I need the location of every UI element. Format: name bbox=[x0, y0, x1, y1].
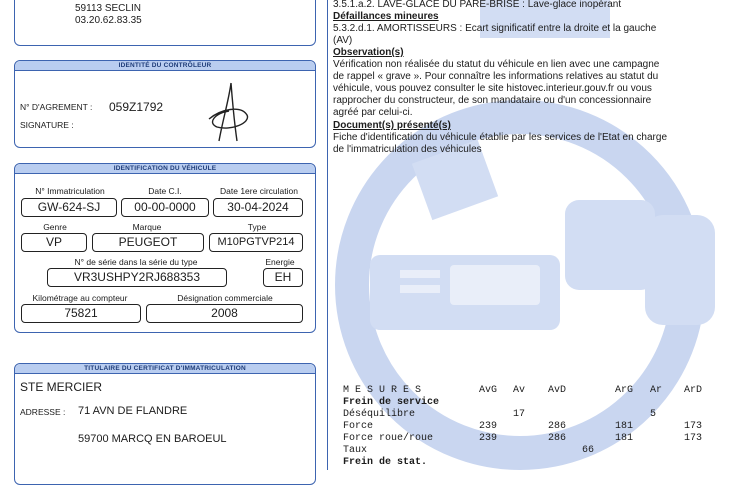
titulaire-header: TITULAIRE DU CERTIFICAT D'IMMATRICULATION bbox=[15, 364, 315, 374]
defect-line-2: 5.3.2.d.1. AMORTISSEURS : Ecart significatif entre la droite et la gauche bbox=[333, 23, 657, 34]
controleur-box bbox=[14, 60, 316, 148]
immat-field: GW-624-SJ bbox=[21, 198, 117, 217]
center-info-box bbox=[14, 0, 316, 46]
commerciale-field: 2008 bbox=[146, 304, 303, 323]
vehicule-box bbox=[14, 163, 316, 333]
right-panel-border bbox=[327, 0, 328, 470]
marque-label: Marque bbox=[132, 222, 162, 232]
row-force-rr-arg: 181 bbox=[615, 433, 634, 444]
col-avg: AvG bbox=[479, 385, 498, 396]
genre-field: VP bbox=[21, 233, 87, 252]
date-circ-label: Date 1ere circulation bbox=[220, 186, 298, 196]
row-force-label: Force bbox=[343, 421, 374, 432]
col-avd: AvD bbox=[548, 385, 567, 396]
row-force-rr-avg: 239 bbox=[479, 433, 498, 444]
km-label: Kilométrage au compteur bbox=[32, 293, 128, 303]
agrement-label: N° D'AGREMENT : bbox=[20, 102, 93, 112]
type-field: M10PGTVP214 bbox=[209, 233, 303, 252]
frein-stat-label: Frein de stat. bbox=[343, 457, 428, 468]
energie-field: EH bbox=[263, 268, 303, 287]
obs-line-2: de rappel « grave ». Pour connaître les informations relatives au statut du bbox=[333, 71, 659, 82]
adresse-label: ADRESSE : bbox=[20, 407, 66, 417]
row-taux-avd: 66 bbox=[582, 445, 595, 456]
row-force-rr-label: Force roue/roue bbox=[343, 433, 434, 444]
vehicule-header: IDENTIFICATION DU VÉHICULE bbox=[15, 164, 315, 174]
controleur-header: IDENTITÉ DU CONTRÔLEUR bbox=[15, 61, 315, 71]
row-force-avd: 286 bbox=[548, 421, 567, 432]
center-phone: 03.20.62.83.35 bbox=[75, 15, 142, 26]
adresse-line1: 71 AVN DE FLANDRE bbox=[78, 405, 188, 417]
obs-line-1: Vérification non réalisée du statut du véhicule en lien avec une campagne bbox=[333, 59, 660, 70]
energie-label: Energie bbox=[265, 257, 295, 267]
titulaire-name: STE MERCIER bbox=[20, 380, 103, 394]
row-desequilibre-ar: 5 bbox=[650, 409, 657, 420]
defect-line-1: 3.5.1.a.2. LAVE-GLACE DU PARE-BRISE : Lave-glace inopérant bbox=[333, 0, 622, 10]
col-arg: ArG bbox=[615, 385, 634, 396]
row-force-arg: 181 bbox=[615, 421, 634, 432]
genre-label: Genre bbox=[43, 222, 67, 232]
date-ci-label: Date C.I. bbox=[148, 186, 182, 196]
immat-label: N° Immatriculation bbox=[35, 186, 105, 196]
titulaire-box bbox=[14, 363, 316, 485]
marque-field: PEUGEOT bbox=[92, 233, 204, 252]
documents-title: Document(s) présenté(s) bbox=[333, 120, 451, 131]
frein-service-label: Frein de service bbox=[343, 397, 440, 408]
serie-field: VR3USHPY2RJ688353 bbox=[47, 268, 227, 287]
obs-line-3: véhicule, vous pouvez consulter le site histovec.interieur.gouv.fr ou vous bbox=[333, 83, 652, 94]
defaillances-title: Défaillances mineures bbox=[333, 11, 439, 22]
col-ar: Ar bbox=[650, 385, 663, 396]
serie-label: N° de série dans la série du type bbox=[74, 257, 198, 267]
adresse-line2: 59700 MARCQ EN BAROEUL bbox=[78, 433, 227, 445]
row-force-ard: 173 bbox=[684, 421, 703, 432]
mesures-title: M E S U R E S bbox=[343, 385, 422, 396]
row-taux-label: Taux bbox=[343, 445, 368, 456]
doc-line-2: de l'immatriculation des véhicules bbox=[333, 144, 482, 155]
col-ard: ArD bbox=[684, 385, 703, 396]
obs-line-5: agréé par celui-ci. bbox=[333, 107, 413, 118]
date-circ-field: 30-04-2024 bbox=[213, 198, 303, 217]
date-ci-field: 00-00-0000 bbox=[121, 198, 209, 217]
center-city: 59113 SECLIN bbox=[75, 3, 141, 14]
defect-line-3: (AV) bbox=[333, 35, 353, 46]
row-force-rr-avd: 286 bbox=[548, 433, 567, 444]
row-force-rr-ard: 173 bbox=[684, 433, 703, 444]
row-desequilibre-av: 17 bbox=[513, 409, 526, 420]
doc-line-1: Fiche d'identification du véhicule établie par les services de l'Etat en charge bbox=[333, 132, 668, 143]
commerciale-label: Désignation commerciale bbox=[177, 293, 273, 303]
col-av: Av bbox=[513, 385, 526, 396]
row-desequilibre-label: Déséquilibre bbox=[343, 409, 416, 420]
observations-title: Observation(s) bbox=[333, 47, 404, 58]
obs-line-4: rapprocher du constructeur, de son mandataire ou d'un concessionnaire bbox=[333, 95, 652, 106]
row-force-avg: 239 bbox=[479, 421, 498, 432]
type-label: Type bbox=[247, 222, 267, 232]
signature bbox=[201, 79, 251, 145]
agrement-value: 059Z1792 bbox=[109, 100, 164, 114]
km-field: 75821 bbox=[21, 304, 141, 323]
signature-label: SIGNATURE : bbox=[20, 120, 74, 130]
